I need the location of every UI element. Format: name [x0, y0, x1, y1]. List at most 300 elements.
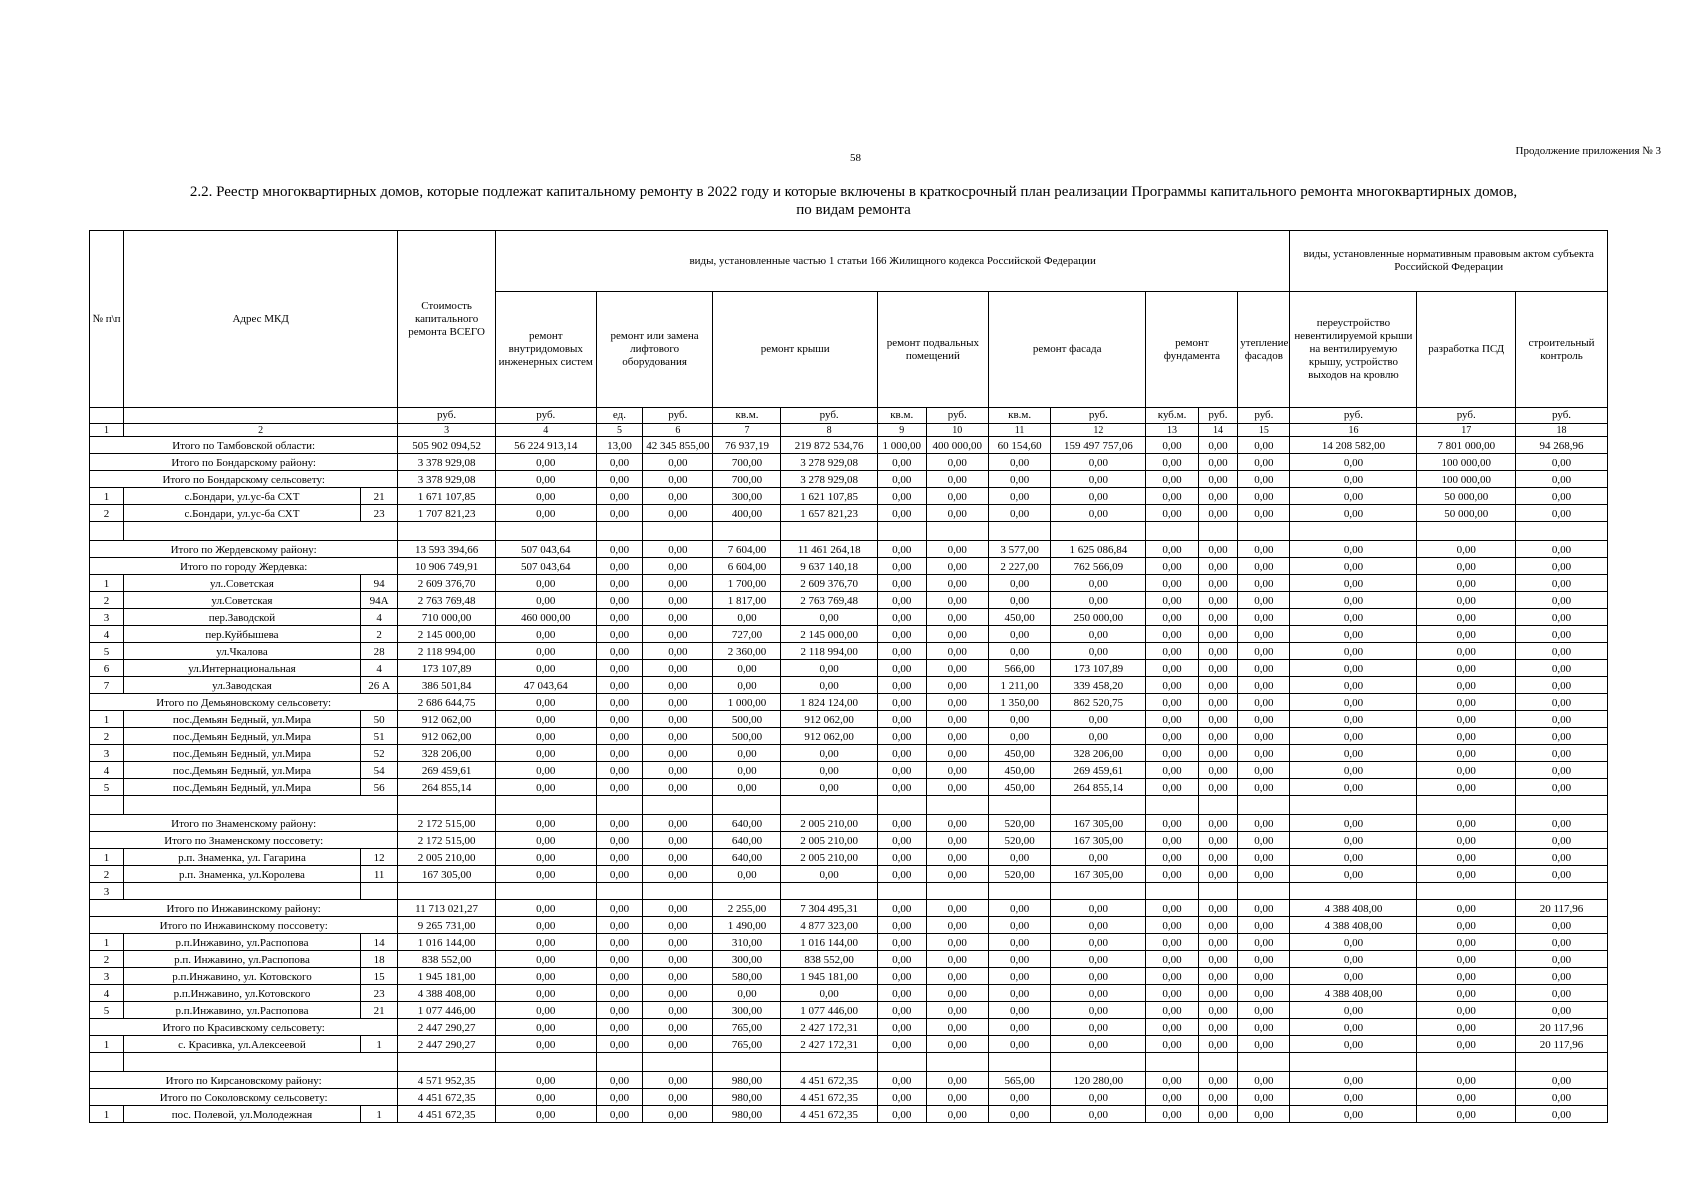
value-cell: 0,00 [713, 985, 781, 1002]
unit-cell: руб. [1198, 408, 1238, 424]
value-cell: 0,00 [643, 849, 713, 866]
value-cell: 0,00 [1417, 1072, 1516, 1089]
value-cell: 0,00 [495, 488, 596, 505]
value-cell: 0,00 [1290, 745, 1417, 762]
value-cell: 0,00 [495, 866, 596, 883]
value-cell: 0,00 [1238, 1089, 1290, 1106]
value-cell: 4 451 672,35 [781, 1072, 877, 1089]
value-cell: 0,00 [1417, 917, 1516, 934]
house-number: 1 [360, 1106, 397, 1123]
value-cell: 0,00 [1516, 866, 1608, 883]
value-cell: 0,00 [877, 488, 926, 505]
value-cell: 0,00 [1146, 762, 1198, 779]
value-cell: 0,00 [1198, 505, 1238, 522]
value-cell: 0,00 [1417, 711, 1516, 728]
value-cell: 0,00 [495, 917, 596, 934]
value-cell: 0,00 [781, 779, 877, 796]
value-cell: 0,00 [926, 454, 988, 471]
value-cell: 0,00 [1198, 745, 1238, 762]
value-cell: 0,00 [988, 900, 1050, 917]
value-cell: 3 577,00 [988, 541, 1050, 558]
value-cell: 0,00 [643, 505, 713, 522]
value-cell: 0,00 [495, 471, 596, 488]
value-cell: 0,00 [1516, 592, 1608, 609]
house-number: 51 [360, 728, 397, 745]
value-cell: 0,00 [877, 1036, 926, 1053]
value-cell: 0,00 [1198, 643, 1238, 660]
value-cell [1238, 883, 1290, 900]
unit-cell: руб. [398, 408, 495, 424]
house-number: 26 А [360, 677, 397, 694]
blank-cell [643, 1053, 713, 1072]
unit-cell: руб. [643, 408, 713, 424]
table-row [90, 660, 1608, 677]
value-cell: 2 427 172,31 [781, 1019, 877, 1036]
value-cell: 0,00 [1238, 1019, 1290, 1036]
value-cell: 0,00 [1516, 677, 1608, 694]
address-cell: с.Бондари, ул.ус-ба СХТ [124, 488, 361, 505]
value-cell: 0,00 [926, 488, 988, 505]
value-cell: 310,00 [713, 934, 781, 951]
value-cell [1051, 883, 1146, 900]
value-cell: 0,00 [1290, 779, 1417, 796]
value-cell: 0,00 [1238, 728, 1290, 745]
table-row [90, 728, 1608, 745]
blank-row [90, 522, 1608, 541]
value-cell: 0,00 [1146, 592, 1198, 609]
value-cell: 0,00 [926, 900, 988, 917]
unit-cell: руб. [1417, 408, 1516, 424]
value-cell: 2 763 769,48 [398, 592, 495, 609]
value-cell: 0,00 [1516, 575, 1608, 592]
value-cell: 0,00 [643, 728, 713, 745]
value-cell: 0,00 [1417, 660, 1516, 677]
blank-cell [90, 522, 124, 541]
value-cell: 0,00 [781, 609, 877, 626]
value-cell: 0,00 [926, 1106, 988, 1123]
value-cell: 0,00 [1238, 660, 1290, 677]
value-cell: 4 451 672,35 [398, 1106, 495, 1123]
header-num: № п\п [90, 231, 124, 408]
blank-cell [596, 522, 642, 541]
value-cell: 0,00 [643, 660, 713, 677]
value-cell: 167 305,00 [398, 866, 495, 883]
address-cell: ул..Советская [124, 575, 361, 592]
value-cell: 0,00 [988, 643, 1050, 660]
value-cell: 0,00 [713, 609, 781, 626]
value-cell: 0,00 [1417, 762, 1516, 779]
value-cell: 0,00 [988, 488, 1050, 505]
value-cell: 0,00 [1198, 677, 1238, 694]
address-cell: пос. Полевой, ул.Молодежная [124, 1106, 361, 1123]
row-number: 4 [90, 626, 124, 643]
value-cell: 56 224 913,14 [495, 437, 596, 454]
value-cell: 0,00 [1146, 437, 1198, 454]
table-row [90, 609, 1608, 626]
value-cell: 0,00 [1198, 626, 1238, 643]
value-cell: 0,00 [926, 934, 988, 951]
blank-cell [1516, 1053, 1608, 1072]
value-cell: 7 304 495,31 [781, 900, 877, 917]
value-cell: 0,00 [1290, 471, 1417, 488]
value-cell: 0,00 [877, 660, 926, 677]
value-cell: 0,00 [495, 592, 596, 609]
blank-cell [781, 796, 877, 815]
value-cell: 0,00 [926, 968, 988, 985]
value-cell: 0,00 [877, 609, 926, 626]
value-cell: 0,00 [926, 1019, 988, 1036]
value-cell: 0,00 [1516, 1089, 1608, 1106]
value-cell: 0,00 [1146, 1019, 1198, 1036]
unit-cell: руб. [1051, 408, 1146, 424]
blank-cell [90, 796, 124, 815]
blank-cell [1051, 796, 1146, 815]
value-cell: 0,00 [877, 454, 926, 471]
row-number: 2 [90, 505, 124, 522]
blank-cell [1051, 1053, 1146, 1072]
value-cell: 0,00 [1290, 1002, 1417, 1019]
value-cell: 0,00 [1051, 488, 1146, 505]
value-cell: 0,00 [643, 558, 713, 575]
table-row [90, 883, 1608, 900]
blank-cell [1238, 796, 1290, 815]
subtotal-label: Итого по Жердевскому району: [90, 541, 398, 558]
value-cell: 0,00 [877, 866, 926, 883]
value-cell: 11 461 264,18 [781, 541, 877, 558]
value-cell: 0,00 [926, 660, 988, 677]
value-cell: 0,00 [713, 779, 781, 796]
value-cell: 0,00 [1290, 541, 1417, 558]
value-cell: 0,00 [1146, 575, 1198, 592]
address-cell: р.п. Инжавино, ул.Распопова [124, 951, 361, 968]
value-cell: 0,00 [596, 643, 642, 660]
blank-cell [877, 796, 926, 815]
value-cell: 2 005 210,00 [781, 832, 877, 849]
value-cell: 450,00 [988, 779, 1050, 796]
value-cell: 264 855,14 [1051, 779, 1146, 796]
value-cell: 0,00 [1516, 541, 1608, 558]
value-cell: 0,00 [643, 1089, 713, 1106]
unit-cell: руб. [1516, 408, 1608, 424]
unit-cell: руб. [926, 408, 988, 424]
address-cell: пос.Демьян Бедный, ул.Мира [124, 745, 361, 762]
value-cell: 2 145 000,00 [781, 626, 877, 643]
value-cell: 0,00 [1198, 934, 1238, 951]
value-cell: 0,00 [926, 1002, 988, 1019]
value-cell: 0,00 [877, 643, 926, 660]
value-cell: 0,00 [988, 849, 1050, 866]
value-cell: 0,00 [596, 1019, 642, 1036]
value-cell: 0,00 [1516, 488, 1608, 505]
address-cell: ул.Чкалова [124, 643, 361, 660]
blank-cell [988, 1053, 1050, 1072]
value-cell: 0,00 [1051, 1106, 1146, 1123]
blank-cell [1198, 796, 1238, 815]
value-cell [398, 883, 495, 900]
value-cell: 450,00 [988, 745, 1050, 762]
value-cell: 0,00 [1417, 592, 1516, 609]
blank-cell [1290, 1053, 1417, 1072]
value-cell: 0,00 [1516, 1072, 1608, 1089]
value-cell: 0,00 [643, 951, 713, 968]
value-cell: 580,00 [713, 968, 781, 985]
value-cell: 0,00 [926, 1036, 988, 1053]
value-cell: 0,00 [877, 1072, 926, 1089]
value-cell: 0,00 [1198, 728, 1238, 745]
value-cell: 0,00 [1238, 592, 1290, 609]
value-cell: 269 459,61 [398, 762, 495, 779]
value-cell: 0,00 [643, 575, 713, 592]
value-cell: 912 062,00 [781, 711, 877, 728]
subtotal-label: Итого по Инжавинскому району: [90, 900, 398, 917]
value-cell: 0,00 [1198, 779, 1238, 796]
value-cell [495, 883, 596, 900]
row-number: 4 [90, 762, 124, 779]
value-cell: 520,00 [988, 815, 1050, 832]
value-cell: 0,00 [1417, 900, 1516, 917]
value-cell: 11 713 021,27 [398, 900, 495, 917]
registry-body [90, 437, 1608, 1123]
house-number: 4 [360, 660, 397, 677]
value-cell: 507 043,64 [495, 541, 596, 558]
row-number: 3 [90, 883, 124, 900]
value-cell: 0,00 [495, 505, 596, 522]
value-cell: 0,00 [1516, 762, 1608, 779]
value-cell: 0,00 [596, 832, 642, 849]
house-number [360, 883, 397, 900]
value-cell: 765,00 [713, 1036, 781, 1053]
value-cell: 0,00 [596, 745, 642, 762]
subtotal-row [90, 437, 1608, 454]
value-cell: 0,00 [877, 505, 926, 522]
value-cell: 0,00 [643, 626, 713, 643]
value-cell: 0,00 [495, 934, 596, 951]
col-number: 4 [495, 424, 596, 437]
value-cell: 0,00 [495, 694, 596, 711]
value-cell: 0,00 [926, 779, 988, 796]
unit-cell: куб.м. [1146, 408, 1198, 424]
row-number: 3 [90, 609, 124, 626]
value-cell: 0,00 [1146, 541, 1198, 558]
value-cell: 339 458,20 [1051, 677, 1146, 694]
table-row [90, 677, 1608, 694]
value-cell: 219 872 534,76 [781, 437, 877, 454]
value-cell: 60 154,60 [988, 437, 1050, 454]
address-cell: пос.Демьян Бедный, ул.Мира [124, 779, 361, 796]
value-cell: 0,00 [1238, 968, 1290, 985]
value-cell: 0,00 [877, 900, 926, 917]
value-cell: 838 552,00 [398, 951, 495, 968]
value-cell: 0,00 [1238, 1002, 1290, 1019]
value-cell: 0,00 [1516, 968, 1608, 985]
value-cell: 507 043,64 [495, 558, 596, 575]
subtotal-row [90, 1072, 1608, 1089]
col-number: 6 [643, 424, 713, 437]
value-cell: 0,00 [1516, 917, 1608, 934]
blank-cell [1417, 796, 1516, 815]
value-cell: 3 378 929,08 [398, 471, 495, 488]
value-cell: 14 208 582,00 [1290, 437, 1417, 454]
value-cell: 0,00 [1516, 745, 1608, 762]
page-number: 58 [850, 152, 861, 164]
value-cell: 250 000,00 [1051, 609, 1146, 626]
value-cell: 0,00 [596, 1106, 642, 1123]
col-number: 17 [1417, 424, 1516, 437]
header-insulation: утепление фасадов [1238, 292, 1290, 408]
value-cell: 450,00 [988, 609, 1050, 626]
value-cell: 0,00 [1290, 592, 1417, 609]
subtotal-row [90, 541, 1608, 558]
value-cell: 0,00 [1417, 985, 1516, 1002]
value-cell: 0,00 [643, 985, 713, 1002]
value-cell: 640,00 [713, 815, 781, 832]
value-cell: 0,00 [988, 728, 1050, 745]
blank-cell [713, 796, 781, 815]
value-cell: 0,00 [596, 592, 642, 609]
value-cell: 1 700,00 [713, 575, 781, 592]
value-cell: 2 609 376,70 [398, 575, 495, 592]
value-cell: 4 388 408,00 [1290, 917, 1417, 934]
blank-cell [596, 1053, 642, 1072]
value-cell: 2 609 376,70 [781, 575, 877, 592]
unit-cell: руб. [781, 408, 877, 424]
value-cell: 0,00 [926, 626, 988, 643]
value-cell: 3 378 929,08 [398, 454, 495, 471]
value-cell: 0,00 [1051, 951, 1146, 968]
value-cell: 0,00 [1146, 609, 1198, 626]
value-cell: 0,00 [643, 968, 713, 985]
table-row [90, 866, 1608, 883]
address-cell: р.п.Инжавино, ул.Котовского [124, 985, 361, 1002]
table-row [90, 1002, 1608, 1019]
value-cell: 2 763 769,48 [781, 592, 877, 609]
value-cell: 0,00 [1290, 866, 1417, 883]
value-cell: 0,00 [1290, 609, 1417, 626]
value-cell: 0,00 [926, 728, 988, 745]
value-cell: 0,00 [1417, 1002, 1516, 1019]
value-cell: 0,00 [596, 694, 642, 711]
table-row [90, 488, 1608, 505]
value-cell: 0,00 [926, 592, 988, 609]
value-cell: 0,00 [1051, 711, 1146, 728]
value-cell: 727,00 [713, 626, 781, 643]
value-cell: 10 906 749,91 [398, 558, 495, 575]
value-cell: 328 206,00 [398, 745, 495, 762]
value-cell: 0,00 [643, 643, 713, 660]
value-cell: 0,00 [1198, 541, 1238, 558]
value-cell: 0,00 [1516, 832, 1608, 849]
value-cell: 100 000,00 [1417, 471, 1516, 488]
table-row [90, 951, 1608, 968]
value-cell: 0,00 [1290, 558, 1417, 575]
house-number: 54 [360, 762, 397, 779]
value-cell: 0,00 [781, 985, 877, 1002]
value-cell: 0,00 [877, 694, 926, 711]
value-cell: 0,00 [643, 1019, 713, 1036]
value-cell: 0,00 [596, 711, 642, 728]
row-number: 1 [90, 1036, 124, 1053]
value-cell: 0,00 [1290, 660, 1417, 677]
value-cell: 0,00 [1146, 866, 1198, 883]
value-cell: 1 490,00 [713, 917, 781, 934]
col-number: 16 [1290, 424, 1417, 437]
value-cell: 0,00 [1238, 488, 1290, 505]
value-cell: 0,00 [1417, 609, 1516, 626]
row-number: 5 [90, 643, 124, 660]
house-number: 52 [360, 745, 397, 762]
value-cell: 0,00 [1051, 900, 1146, 917]
value-cell: 0,00 [1290, 832, 1417, 849]
value-cell: 2 118 994,00 [398, 643, 495, 660]
value-cell: 0,00 [596, 779, 642, 796]
value-cell: 0,00 [1417, 815, 1516, 832]
value-cell: 0,00 [1198, 900, 1238, 917]
header-cost-total: Стоимость капитального ремонта ВСЕГО [398, 231, 495, 408]
value-cell: 0,00 [1198, 866, 1238, 883]
value-cell: 0,00 [1290, 626, 1417, 643]
value-cell: 0,00 [1198, 917, 1238, 934]
value-cell: 0,00 [1238, 849, 1290, 866]
row-number: 5 [90, 1002, 124, 1019]
header-group-federal: виды, установленные частью 1 статьи 166 Жилищного кодекса Российской Федерации [495, 231, 1290, 292]
address-cell: пер.Куйбышева [124, 626, 361, 643]
value-cell: 0,00 [1198, 815, 1238, 832]
value-cell: 0,00 [1290, 711, 1417, 728]
value-cell: 0,00 [1516, 934, 1608, 951]
row-number: 2 [90, 866, 124, 883]
value-cell: 0,00 [781, 745, 877, 762]
value-cell: 9 637 140,18 [781, 558, 877, 575]
value-cell: 0,00 [988, 626, 1050, 643]
house-number: 2 [360, 626, 397, 643]
value-cell: 0,00 [781, 660, 877, 677]
unit-cell: руб. [495, 408, 596, 424]
value-cell: 0,00 [1198, 558, 1238, 575]
value-cell: 0,00 [1198, 1072, 1238, 1089]
row-number: 5 [90, 779, 124, 796]
value-cell: 980,00 [713, 1072, 781, 1089]
value-cell: 0,00 [1417, 832, 1516, 849]
value-cell: 0,00 [877, 968, 926, 985]
value-cell: 0,00 [1051, 849, 1146, 866]
value-cell: 1 824 124,00 [781, 694, 877, 711]
col-number: 10 [926, 424, 988, 437]
value-cell: 7 604,00 [713, 541, 781, 558]
table-row [90, 575, 1608, 592]
value-cell: 4 571 952,35 [398, 1072, 495, 1089]
value-cell: 565,00 [988, 1072, 1050, 1089]
table-row [90, 968, 1608, 985]
value-cell: 4 388 408,00 [1290, 900, 1417, 917]
value-cell: 0,00 [988, 1089, 1050, 1106]
value-cell: 0,00 [596, 660, 642, 677]
value-cell: 0,00 [1238, 575, 1290, 592]
value-cell: 0,00 [1238, 541, 1290, 558]
value-cell: 0,00 [596, 951, 642, 968]
address-cell: р.п.Инжавино, ул.Распопова [124, 934, 361, 951]
value-cell: 0,00 [713, 677, 781, 694]
value-cell: 0,00 [596, 558, 642, 575]
value-cell: 50 000,00 [1417, 488, 1516, 505]
blank-cell [398, 1053, 495, 1072]
value-cell: 0,00 [1417, 1089, 1516, 1106]
value-cell: 0,00 [596, 762, 642, 779]
value-cell: 0,00 [1146, 505, 1198, 522]
table-row [90, 849, 1608, 866]
unit-cell: руб. [1290, 408, 1417, 424]
blank-cell [1146, 1053, 1198, 1072]
value-cell: 1 621 107,85 [781, 488, 877, 505]
